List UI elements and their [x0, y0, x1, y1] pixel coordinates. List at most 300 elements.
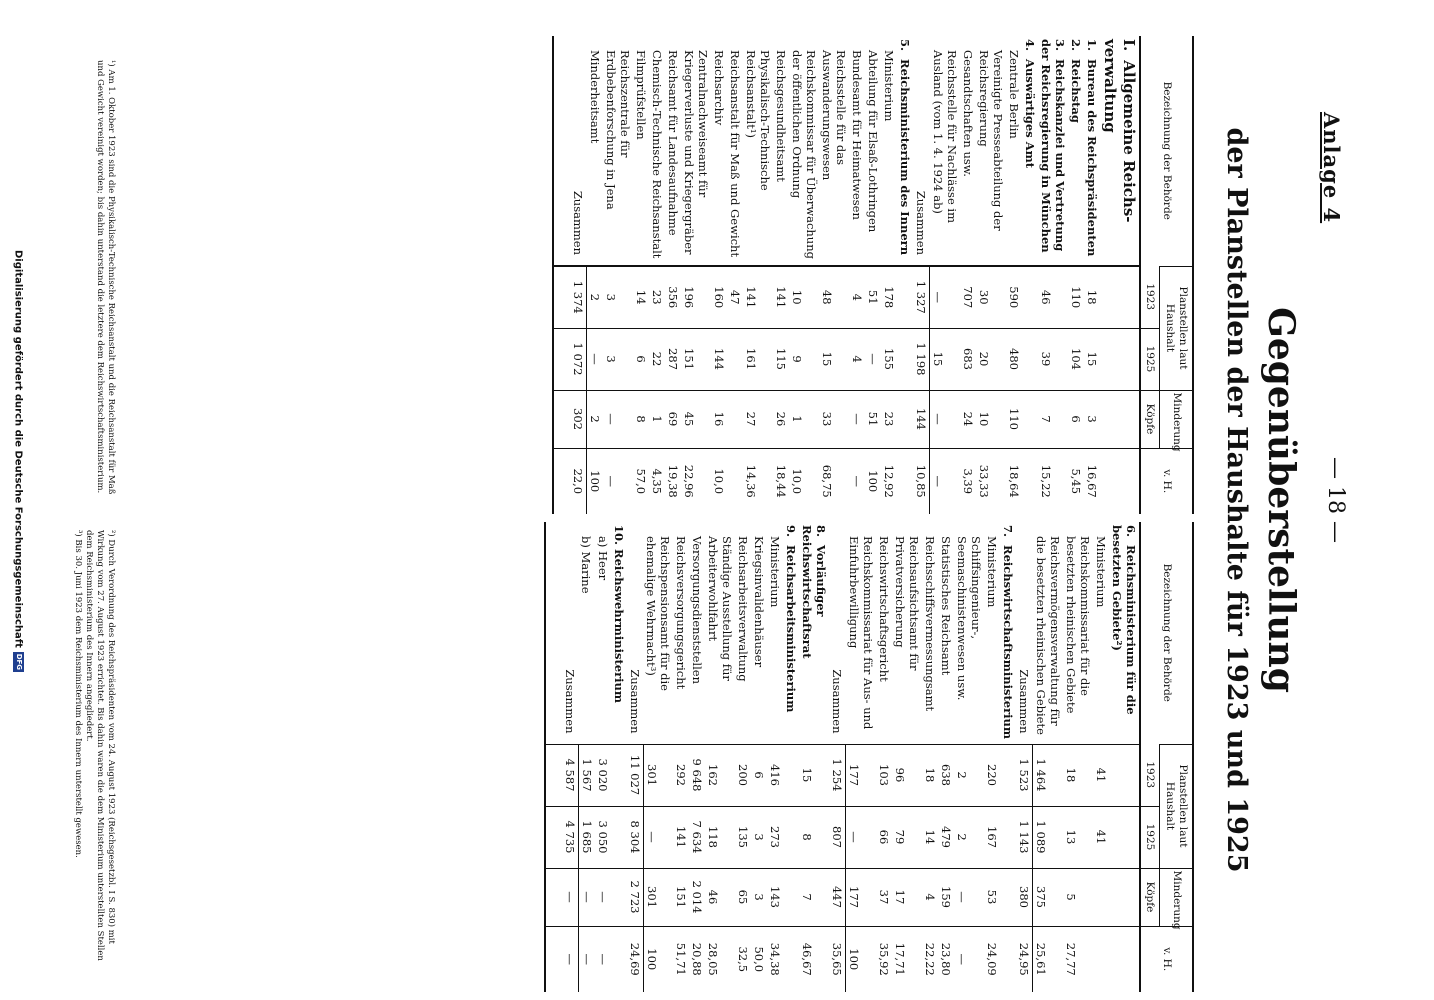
value-percent [1109, 926, 1140, 992]
value-percent: 100 [865, 448, 881, 514]
row-label-text: Reichswehrministerium [611, 549, 626, 704]
value-1925: 807 [829, 806, 846, 868]
value-1923: 96 [892, 744, 922, 806]
page-title: Gegenüberstellung [1260, 307, 1302, 693]
value-1925: 3 050 [595, 806, 611, 868]
row-label [865, 36, 881, 266]
bottom-rule-cell [545, 868, 562, 926]
table-row [922, 522, 938, 992]
value-1925 [1109, 806, 1140, 868]
value-minderung [727, 390, 743, 448]
value-1925: 1 089 [1033, 806, 1063, 868]
value-1925: 9 [789, 328, 819, 390]
table-row [881, 36, 897, 514]
value-percent: 32,5 [735, 926, 751, 992]
row-label-text: a) Heer [595, 536, 610, 581]
row-label [799, 522, 829, 744]
table-row [984, 522, 1000, 992]
value-1923: 15 [799, 744, 829, 806]
section-number: 7. [1000, 525, 1015, 538]
value-percent [783, 926, 799, 992]
value-percent [1100, 448, 1140, 514]
table-row [689, 522, 705, 992]
value-1925: 7 634 [689, 806, 705, 868]
value-minderung: — [595, 868, 611, 926]
value-1923: 162 [705, 744, 735, 806]
column-header-vh: v. H. [1140, 448, 1193, 514]
row-label [643, 522, 673, 744]
row-label [1016, 522, 1033, 744]
value-minderung: 3 [751, 868, 767, 926]
value-percent: 27,77 [1063, 926, 1093, 992]
value-1923: 3 020 [595, 744, 611, 806]
row-label-text: Ministerium [882, 50, 897, 122]
value-percent: — [578, 926, 595, 992]
row-label-text: Schiffsingenieur-, Seemaschinistenwesen usw. [954, 536, 983, 701]
value-1923: 177 [846, 744, 876, 806]
row-label-text: Kriegsinvalidenhäuser [752, 536, 767, 668]
value-percent: 19,38 [665, 448, 681, 514]
value-1925: 144 [711, 328, 727, 390]
value-1925: 66 [876, 806, 892, 868]
value-1923: 1 327 [913, 266, 930, 328]
total-row [627, 522, 644, 992]
table-row [865, 36, 881, 514]
table-row [767, 522, 783, 992]
total-row [1016, 522, 1033, 992]
value-minderung [1109, 868, 1140, 926]
row-label-text: Zentralnachweiseamt für Kriegerverluste und Kriegergräber [682, 50, 711, 255]
value-1923: 18 [922, 744, 938, 806]
value-1925 [1100, 328, 1140, 390]
row-label [578, 522, 595, 744]
value-1923: 1 464 [1033, 744, 1063, 806]
value-1925: 135 [735, 806, 751, 868]
table-row [1063, 522, 1093, 992]
row-label-text: Reichsvermögensverwaltung für die besetzten rheinischen Gebiete [1033, 536, 1062, 735]
value-percent: 16,67 [1084, 448, 1100, 514]
column-header-name: Bezeichnung der Behörde [1140, 522, 1193, 744]
value-percent: 100 [846, 926, 876, 992]
value-1925: 104 [1068, 328, 1084, 390]
value-1923: 30 [976, 266, 1006, 328]
value-minderung [1000, 868, 1016, 926]
value-minderung [783, 868, 799, 926]
row-label [633, 36, 649, 266]
table-row [1033, 522, 1063, 992]
value-percent: 100 [643, 926, 673, 992]
row-label [603, 36, 633, 266]
value-1925: 683 [960, 328, 976, 390]
value-1923: 110 [1068, 266, 1084, 328]
value-1925: 15 [1084, 328, 1100, 390]
table-row [960, 36, 976, 514]
bottom-rule-cell [553, 448, 570, 514]
row-label [611, 522, 627, 744]
row-label [1084, 36, 1100, 266]
value-1923: 47 [727, 266, 743, 328]
value-1925: 480 [1006, 328, 1022, 390]
row-label [846, 522, 876, 744]
value-percent [611, 926, 627, 992]
table-row [705, 522, 735, 992]
value-percent: 5,45 [1068, 448, 1084, 514]
section-number: 5. [898, 39, 913, 52]
value-minderung: 16 [711, 390, 727, 448]
row-label [960, 36, 976, 266]
section-row [1022, 36, 1038, 514]
row-label-text: Reichsstelle für Nachlässe im Ausland (vom 1. 4. 1924 ab) [930, 50, 959, 223]
section-row [1068, 36, 1084, 514]
value-percent: 24,69 [627, 926, 644, 992]
value-percent: — [603, 448, 633, 514]
value-1923: 141 [773, 266, 789, 328]
total-row [829, 522, 846, 992]
value-minderung: 2 014 [689, 868, 705, 926]
row-label [876, 522, 892, 744]
credit-text: Digitalisierung gefördert durch die Deutsche Forschungsgemeinschaft [12, 250, 24, 648]
table-row [727, 36, 743, 514]
value-minderung: 7 [799, 868, 829, 926]
row-label-text: Zentrale Berlin [1006, 50, 1021, 139]
value-1923 [1109, 744, 1140, 806]
value-1925: 118 [705, 806, 735, 868]
value-minderung: 5 [1063, 868, 1093, 926]
section-number: 3. [1052, 39, 1067, 52]
value-1925: 273 [767, 806, 783, 868]
page-subtitle: der Planstellen der Haushalte für 1923 und 1925 [1221, 127, 1252, 873]
value-1923: 46 [1038, 266, 1068, 328]
value-percent [897, 448, 913, 514]
table-bottom-rule [545, 522, 562, 992]
column-header-minderung: Minderung [1160, 390, 1193, 448]
value-minderung: 26 [773, 390, 789, 448]
value-percent: 15,22 [1038, 448, 1068, 514]
section-row [611, 522, 627, 992]
row-label [773, 36, 789, 266]
value-minderung [611, 868, 627, 926]
row-label [595, 522, 611, 744]
bottom-rule-cell [553, 390, 570, 448]
column-header-1923: 1923 [1140, 744, 1160, 806]
value-minderung: 24 [960, 390, 976, 448]
table-row [819, 36, 849, 514]
value-percent [1093, 926, 1109, 992]
row-label [783, 522, 799, 744]
row-label-text: Reichskommissariat für die besetzten rheinischen Gebiete [1063, 536, 1092, 714]
bottom-rule-cell [545, 744, 562, 806]
footnote-3: ³) Bis 30. Juni 1923 dem Reichsministerium des Innern unterstellt gewesen. [72, 530, 83, 858]
value-percent: 4,35 [649, 448, 665, 514]
table-row [578, 522, 595, 992]
row-label-text: Gesandtschaften usw. [960, 50, 975, 177]
value-1925: 13 [1063, 806, 1093, 868]
value-1923: 292 [673, 744, 689, 806]
value-1925: 79 [892, 806, 922, 868]
value-1925: 8 [799, 806, 829, 868]
value-minderung: 65 [735, 868, 751, 926]
table-row [976, 36, 1006, 514]
value-minderung: 2 723 [627, 868, 644, 926]
budget-table-left [552, 36, 1194, 514]
row-label-text: Filmprüfstellen [634, 50, 649, 140]
value-1923 [1022, 266, 1038, 328]
row-label [849, 36, 865, 266]
value-minderung: 375 [1033, 868, 1063, 926]
value-minderung: 1 [789, 390, 819, 448]
row-label [673, 522, 689, 744]
row-label-text: Reichsarbeitsverwaltung [736, 536, 751, 682]
value-percent: 3,39 [960, 448, 976, 514]
value-percent: — [595, 926, 611, 992]
table-row [587, 36, 604, 514]
row-label [649, 36, 665, 266]
value-1923: 301 [643, 744, 673, 806]
row-label-text: Reichskommissar für Überwachung der öffentlichen Ordnung [790, 50, 819, 259]
value-1925: 2 [954, 806, 984, 868]
value-minderung: 53 [984, 868, 1000, 926]
row-label [711, 36, 727, 266]
table-row [735, 522, 751, 992]
row-label-text: Minderheitsamt [587, 50, 602, 144]
value-1923 [1100, 266, 1140, 328]
value-percent: 18,64 [1006, 448, 1022, 514]
value-minderung: — [578, 868, 595, 926]
value-percent: 10,0 [711, 448, 727, 514]
value-minderung: 110 [1006, 390, 1022, 448]
value-1925: 1 072 [570, 328, 587, 390]
value-minderung: 159 [938, 868, 954, 926]
footnote-1: ¹) Am 1. Oktober 1923 sind die Physikalisch-Technische Reichsanstalt und die Reichsanstalt für Maß und Gewicht vereinigt worden; bis dahin unterstand die letztere dem Reichswirtschaftsministerium. [94, 60, 116, 495]
value-1923: 3 [603, 266, 633, 328]
value-1923: 48 [819, 266, 849, 328]
row-label [913, 36, 930, 266]
row-label [984, 522, 1000, 744]
table-header-row [1160, 36, 1193, 514]
value-minderung: 33 [819, 390, 849, 448]
column-header-planstellen: Planstellen laut Haushalt [1160, 744, 1193, 868]
value-1923 [783, 744, 799, 806]
row-label-text: Reichspensionsamt für die ehemalige Wehrmacht³) [644, 536, 673, 691]
row-label-text: Reichsarbeitsministerium [784, 545, 799, 713]
value-1925: 20 [976, 328, 1006, 390]
row-label-text: Reichsversorgungsgericht [674, 536, 689, 690]
value-1923: 14 [633, 266, 649, 328]
value-percent: 22,22 [922, 926, 938, 992]
table-body-left [553, 36, 1140, 514]
row-label [789, 36, 819, 266]
row-label-text: Reichsstelle für das Auswanderungswesen [820, 50, 849, 181]
value-1923: 160 [711, 266, 727, 328]
value-percent: 28,05 [705, 926, 735, 992]
section-row [783, 522, 799, 992]
row-label-text: Reichsgesundheitsamt [774, 50, 789, 182]
value-minderung [1093, 868, 1109, 926]
table-row [846, 522, 876, 992]
value-1925: 151 [681, 328, 711, 390]
value-1923: 9 648 [689, 744, 705, 806]
row-label [735, 522, 751, 744]
value-minderung: 2 [587, 390, 604, 448]
row-label-text: Reichsarchiv [712, 50, 727, 126]
value-1925: 1 685 [578, 806, 595, 868]
row-label-text: Zusammen [1017, 669, 1031, 734]
value-1923: 11 027 [627, 744, 644, 806]
value-percent: 68,75 [819, 448, 849, 514]
value-percent: 12,92 [881, 448, 897, 514]
value-1925 [783, 806, 799, 868]
column-header-planstellen: Planstellen laut Haushalt [1160, 266, 1193, 390]
row-label [1063, 522, 1093, 744]
table-row [954, 522, 984, 992]
value-percent: 35,92 [876, 926, 892, 992]
row-label [1109, 522, 1140, 744]
value-percent: 33,33 [976, 448, 1006, 514]
row-label [681, 36, 711, 266]
row-label-text: Zusammen [830, 669, 845, 734]
value-1925: 161 [743, 328, 773, 390]
value-minderung: 45 [681, 390, 711, 448]
row-label-text: Bundesamt für Heimatwesen [850, 50, 865, 220]
value-1925 [1022, 328, 1038, 390]
value-minderung: 69 [665, 390, 681, 448]
value-minderung: 151 [673, 868, 689, 926]
row-label-text: Reichskommissariat für Aus- und Einfuhrbewilligung [846, 536, 875, 730]
value-1923: 6 [751, 744, 767, 806]
row-label-text: Vereinigte Presseabteilung der Reichsregierung [976, 50, 1005, 231]
section-row [1038, 36, 1068, 514]
value-percent: 46,67 [799, 926, 829, 992]
row-label [1000, 522, 1016, 744]
value-minderung [897, 390, 913, 448]
row-label-text: Ministerium [768, 536, 783, 608]
value-minderung: 4 [922, 868, 938, 926]
section-number: 6. [1123, 525, 1138, 538]
value-1925: — [865, 328, 881, 390]
value-minderung: — [954, 868, 984, 926]
value-1925: 287 [665, 328, 681, 390]
value-1925: 41 [1093, 806, 1109, 868]
value-1925: 15 [930, 328, 960, 390]
value-percent: 24,09 [984, 926, 1000, 992]
value-1923: 41 [1093, 744, 1109, 806]
value-minderung: 144 [913, 390, 930, 448]
value-1923: 178 [881, 266, 897, 328]
value-1925: 39 [1038, 328, 1068, 390]
column-header-koepfe: Köpfe [1140, 390, 1160, 448]
value-1925: 8 304 [627, 806, 644, 868]
table-row [649, 36, 665, 514]
value-minderung: 23 [881, 390, 897, 448]
value-1923: 416 [767, 744, 783, 806]
value-minderung: 3 [1084, 390, 1100, 448]
row-label-text: Ministerium [1093, 536, 1108, 608]
value-1923: 1 567 [578, 744, 595, 806]
table-header-row [1160, 522, 1193, 992]
value-1925: 14 [922, 806, 938, 868]
section-row [1109, 522, 1140, 992]
row-label-text: Reichsaufsichtsamt für Privatversicherung [892, 536, 921, 671]
section-row [1084, 36, 1100, 514]
row-label-text: Reichswirtschaftsministerium [1000, 545, 1015, 740]
value-1925 [727, 328, 743, 390]
value-1923: 51 [865, 266, 881, 328]
row-label-text: Abteilung für Elsaß-Lothringen [866, 50, 881, 233]
value-percent: 100 [587, 448, 604, 514]
value-minderung: 27 [743, 390, 773, 448]
footnote-2: ²) Durch Verordnung des Reichspräsidenten vom 24. August 1923 (Reichsgesetzbl. I S. 830) mit Wirkung vom 27. August 1923 errichtet. Bis dahin waren die dem Ministerium unterstellten Stellen dem Reichsministerium des Innern angegliedert. [83, 530, 116, 961]
footnotes-left [94, 60, 116, 500]
value-percent: 10,85 [913, 448, 930, 514]
table-row [789, 36, 819, 514]
value-minderung: 8 [633, 390, 649, 448]
value-percent: 23,80 [938, 926, 954, 992]
section-number: I. [1119, 39, 1138, 52]
row-label-text: Physikalisch-Technische Reichsanstalt¹) [744, 50, 773, 191]
row-label-text: Reichsanstalt für Maß und Gewicht [728, 50, 743, 258]
row-label-text: Zusammen [914, 190, 929, 255]
value-percent: 17,71 [892, 926, 922, 992]
row-label-text: Chemisch-Technische Reichsanstalt [650, 50, 665, 259]
table-body-right [545, 522, 1140, 992]
row-label-text: Reichsamt für Landesaufnahme [666, 50, 681, 236]
row-label [689, 522, 705, 744]
table-row [930, 36, 960, 514]
value-percent: — [930, 448, 960, 514]
value-percent: 57,0 [633, 448, 649, 514]
column-header-koepfe: Köpfe [1140, 868, 1160, 926]
value-minderung: — [930, 390, 960, 448]
value-1925: 6 [633, 328, 649, 390]
page-number: — 18 — [1323, 457, 1348, 543]
row-label-text: Reichsministerium des Innern [898, 59, 913, 256]
value-1925: 167 [984, 806, 1000, 868]
row-label-text: Vorläufiger Reichswirtschaftsrat [800, 525, 829, 659]
table-bottom-rule [553, 36, 570, 514]
table-row [1006, 36, 1022, 514]
value-percent [1022, 448, 1038, 514]
bottom-rule-cell [553, 36, 570, 266]
value-1923: 707 [960, 266, 976, 328]
row-label-text: Zusammen [562, 669, 577, 734]
value-percent: 24,95 [1016, 926, 1033, 992]
row-label-text: Reichswirtschaftsgericht [876, 536, 891, 682]
row-label-text: Zusammen [571, 190, 585, 255]
value-1923 [1000, 744, 1016, 806]
value-1925 [897, 328, 913, 390]
table-row [892, 522, 922, 992]
table-row [751, 522, 767, 992]
value-minderung: — [849, 390, 865, 448]
section-row [1000, 522, 1016, 992]
value-1925: 115 [773, 328, 789, 390]
row-label [570, 36, 587, 266]
value-1925: 22 [649, 328, 665, 390]
value-1925: — [587, 328, 604, 390]
total-row [570, 36, 587, 514]
section-number: 10. [611, 525, 626, 546]
column-header-1925: 1925 [1140, 328, 1160, 390]
row-label [897, 36, 913, 266]
table-row [849, 36, 865, 514]
value-minderung: 302 [570, 390, 587, 448]
value-1923: 23 [649, 266, 665, 328]
row-label-text: Zusammen [627, 669, 642, 734]
value-1923: 1 523 [1016, 744, 1033, 806]
total-row [562, 522, 579, 992]
row-label-text: Auswärtiges Amt [1022, 59, 1037, 169]
value-minderung: 37 [876, 868, 892, 926]
